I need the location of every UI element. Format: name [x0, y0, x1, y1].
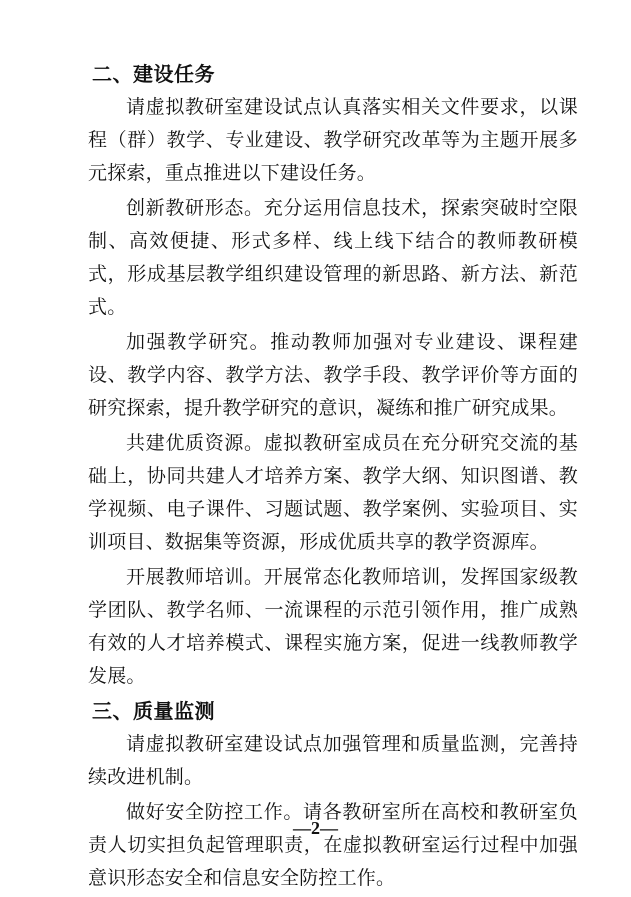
section-intro-paragraph: 请虚拟教研室建设试点加强管理和质量监测，完善持续改进机制。 [88, 733, 578, 788]
document-body [88, 58, 578, 897]
section-heading-construction-tasks: 二、建设任务 [92, 62, 215, 86]
paragraph-text: 开展常态化教师培训，发挥国家级教学团队、教学名师、一流课程的示范引领作用，推广成熟有效的人才培养模式、课程实施方案，促进一线教师教学发展。 [88, 566, 579, 687]
paragraph-text: 推动教师加强对专业建设、课程建设、教学内容、教学方法、教学手段、教学评价等方面的研究探索，提升教学研究的意识，凝练和推广研究成果。 [88, 331, 578, 419]
task-paragraph-strengthen-research [88, 326, 578, 425]
paragraph-text: 充分运用信息技术，探索突破时空限制、高效便捷、形式多样、线上线下结合的教师教研模式，形成基层教学组织建设管理的新思路、新方法、新范式。 [88, 197, 579, 318]
section-intro-paragraph: 请虚拟教研室建设试点认真落实相关文件要求，以课程（群）教学、专业建设、教学研究改革等为主题开展多元探索，重点推进以下建设任务。 [88, 96, 578, 184]
section-heading-quality-monitoring: 三、质量监测 [92, 699, 215, 723]
paragraph-lead: 创新教研形态。 [126, 197, 264, 219]
paragraph-text: 请各教研室所在高校和教研室负责人切实担负起管理职责，在虚拟教研室运行过程中加强意识形态安全和信息安全防控工作。 [88, 801, 578, 889]
paragraph-lead: 加强教学研究。 [126, 331, 271, 353]
task-paragraph-security-control [88, 796, 578, 895]
paragraph-lead: 开展教师培训。 [126, 566, 264, 588]
task-paragraph-teacher-training [88, 561, 578, 693]
task-paragraph-innovate-teaching-research [88, 192, 578, 324]
task-paragraph-shared-resources [88, 427, 578, 559]
paragraph-lead: 共建优质资源。 [126, 432, 264, 454]
paragraph-text: 虚拟教研室成员在充分研究交流的基础上，协同共建人才培养方案、教学大纲、知识图谱、教学视频、电子课件、习题试题、教学案例、实验项目、实训项目、数据集等资源，形成优质共享的教学资源库。 [88, 432, 579, 553]
page-number: —2— [293, 818, 338, 838]
paragraph-lead: 做好安全防控工作。 [126, 801, 304, 823]
